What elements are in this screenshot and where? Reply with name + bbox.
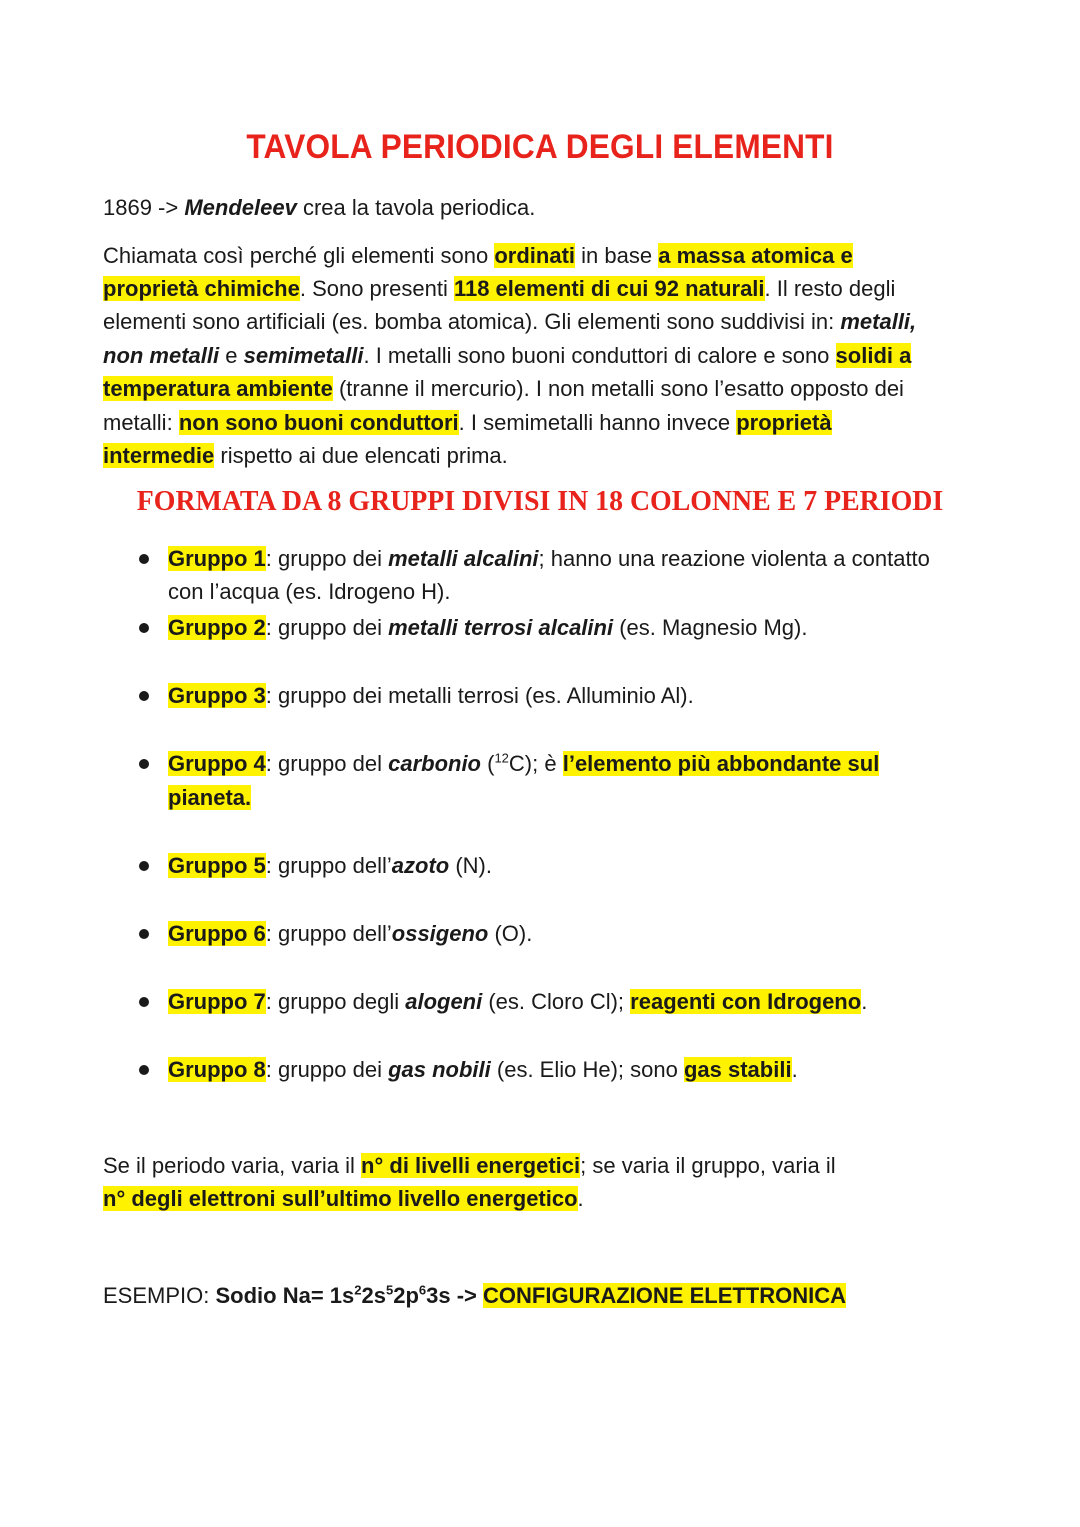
bullet-icon [139, 929, 149, 939]
bullet-icon [139, 623, 149, 633]
document-page: TAVOLA PERIODICA DEGLI ELEMENTI 1869 -> Mendeleev crea la tavola periodica. Chiamata così perché gli elementi sono ordinati in base a massa atomica e proprietà chimiche. Sono presenti 118 elementi di cui 92 naturali. Il resto degli elementi sono artificiali (es. bomba atomica). Gli elementi sono suddivisi in: metalli, non metalli e semimetalli. I metalli sono buoni conduttori di calore e sono solidi a temperatura ambiente (tranne il mercurio). I non metalli sono l’esatto opposto dei metalli: non sono buoni conduttori. I semimetalli hanno invece proprietà intermedie rispetto ai due elencati prima. FORMATA DA 8 GRUPPI DIVISI IN 18 COLONNE E 7 PERIODI Gruppo 1: gruppo dei metalli alcalini; hanno una reazione violenta a contatto con l’acqua (es. Idrogeno H). Gruppo 2: gruppo dei metalli terrosi alcalini (es. Magnesio Mg). Gruppo 3: gruppo dei metalli terrosi (es. Alluminio Al). Gruppo 4: gruppo del carbonio ($^{12}$C); è l’elemento più abbondante sul pianeta. Gruppo 5: gruppo dell’azoto (N). Gruppo 6: gruppo dell’ossigeno (O). Gruppo 7: gruppo degli alogeni (es. Cloro Cl); reagenti con Idrogeno. Gruppo 8: gruppo dei gas nobili (es. Elio He); sono gas stabili. Se il periodo varia, varia il n° di livelli energetici; se varia il gruppo, varia il n° degli elettroni sull’ultimo livello energetico. ESEMPIO: Sodio $Na= 1s^22s^52p^63s$ -> CONFIGURAZIONE ELETTRONICA [0, 0, 1080, 1527]
group-label: Gruppo 2 [168, 615, 266, 640]
paragraph-line-6: metalli: non sono buoni conduttori. I semimetalli hanno invece proprietà [103, 410, 832, 435]
paragraph-line-2: proprietà chimiche. Sono presenti 118 elementi di cui 92 naturali. Il resto degli [103, 276, 896, 301]
example-highlight: CONFIGURAZIONE ELETTRONICA [483, 1283, 847, 1308]
bullet-icon [139, 997, 149, 1007]
group-label: Gruppo 7 [168, 989, 266, 1014]
intro-rest: crea la tavola periodica. [302, 195, 536, 220]
bullet-icon [139, 1065, 149, 1075]
bullet-icon [139, 554, 149, 564]
bullet-icon [139, 759, 149, 769]
intro-name: Mendeleev [184, 195, 297, 220]
paragraph-line-7: intermedie rispetto ai due elencati prima. [103, 443, 508, 468]
intro-year: 1869 -> [103, 195, 179, 220]
group-label: Gruppo 5 [168, 853, 266, 878]
paragraph-line-1: Chiamata così perché gli elementi sono ordinati in base a massa atomica e [103, 243, 853, 268]
group-label: Gruppo 3 [168, 683, 266, 708]
bullet-icon [139, 691, 149, 701]
example-formula: Sodio $Na= 1s^22s^52p^63s$ -> [215, 1282, 477, 1308]
paragraph-line-4: non metalli e semimetalli. I metalli sono buoni conduttori di calore e sono solidi a [103, 343, 912, 368]
example-label: ESEMPIO: [103, 1283, 210, 1308]
paragraph-line-3: elementi sono artificiali (es. bomba atomica). Gli elementi sono suddivisi in: metalli, [103, 309, 917, 334]
section-subtitle: FORMATA DA 8 GRUPPI DIVISI IN 18 COLONNE E 7 PERIODI [136, 485, 944, 517]
group-label: Gruppo 4 [168, 751, 266, 776]
intro-line [103, 191, 535, 224]
group-label: Gruppo 8 [168, 1057, 266, 1082]
paragraph-line-5: temperatura ambiente (tranne il mercurio). I non metalli sono l’esatto opposto dei [103, 376, 904, 401]
example-line [103, 1279, 846, 1312]
period-note-line-1: Se il periodo varia, varia il n° di livelli energetici; se varia il gruppo, varia il [103, 1153, 836, 1178]
group-label: Gruppo 1 [168, 546, 266, 571]
bullet-icon [139, 861, 149, 871]
page-title: TAVOLA PERIODICA DEGLI ELEMENTI [246, 128, 834, 166]
group-label: Gruppo 6 [168, 921, 266, 946]
period-note-line-2: n° degli elettroni sull’ultimo livello energetico. [103, 1186, 584, 1211]
